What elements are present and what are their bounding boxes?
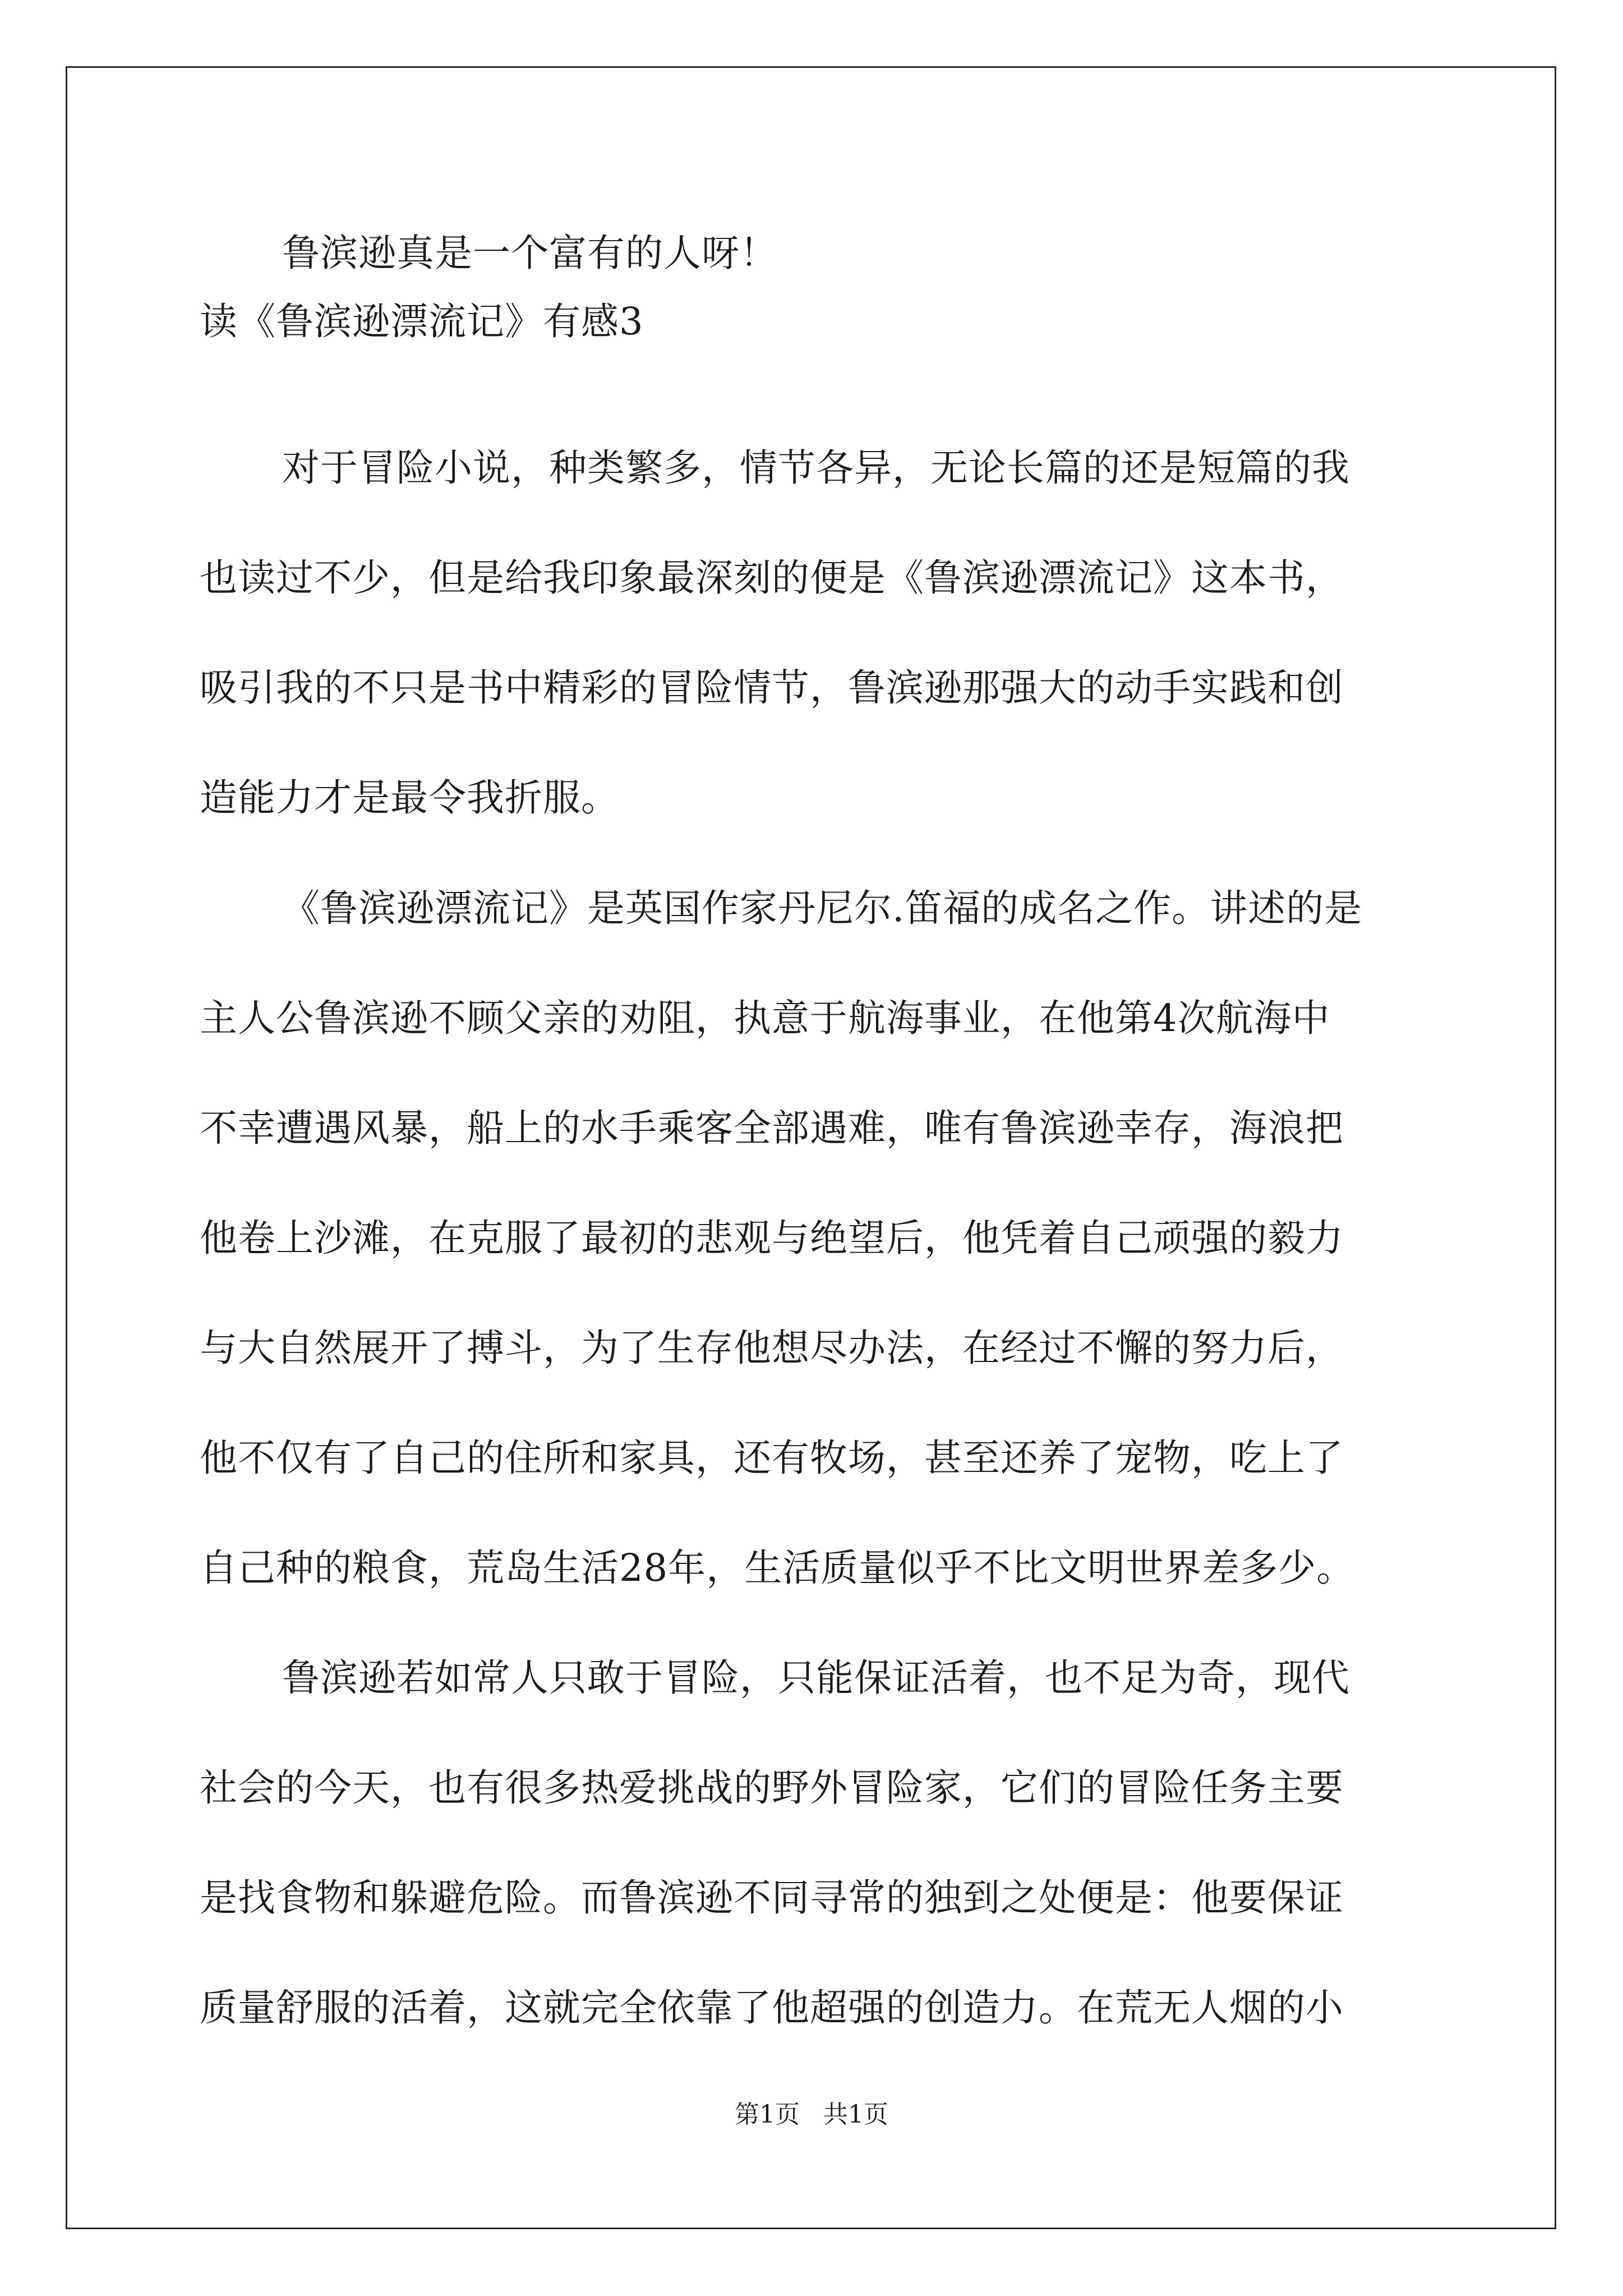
text-line: 鲁滨逊若如常人只敢于冒险，只能保证活着，也不足为奇，现代 (282, 1656, 1350, 1700)
text-line: 也读过不少，但是给我印象最深刻的便是《鲁滨逊漂流记》这本书， (200, 556, 1344, 600)
text-line: 主人公鲁滨逊不顾父亲的劝阻，执意于航海事业，在他第4次航海中 (200, 996, 1330, 1040)
text-line: 是找食物和躲避危险。而鲁滨逊不同寻常的独到之处便是：他要保证 (200, 1876, 1344, 1920)
text-line: 他不仅有了自己的住所和家具，还有牧场，甚至还养了宠物，吃上了 (200, 1436, 1344, 1480)
text-line: 自己种的粮食，荒岛生活28年，生活质量似乎不比文明世界差多少。 (200, 1546, 1355, 1590)
text-line: 不幸遭遇风暴，船上的水手乘客全部遇难，唯有鲁滨逊幸存，海浪把 (200, 1106, 1344, 1150)
text-line: 对于冒险小说，种类繁多，情节各异，无论长篇的还是短篇的我 (282, 446, 1350, 490)
section-heading: 读《鲁滨逊漂流记》有感3 (200, 300, 644, 343)
text-line: 《鲁滨逊漂流记》是英国作家丹尼尔.笛福的成名之作。讲述的是 (282, 886, 1363, 930)
text-line: 质量舒服的活着，这就完全依靠了他超强的创造力。在荒无人烟的小 (200, 1986, 1344, 2030)
text-line: 社会的今天，也有很多热爱挑战的野外冒险家，它们的冒险任务主要 (200, 1766, 1344, 1810)
text-line: 鲁滨逊真是一个富有的人呀！ (282, 231, 778, 275)
text-line: 与大自然展开了搏斗，为了生存他想尽办法，在经过不懈的努力后， (200, 1326, 1344, 1370)
text-line: 他卷上沙滩，在克服了最初的悲观与绝望后，他凭着自己顽强的毅力 (200, 1216, 1344, 1260)
text-line: 造能力才是最令我折服。 (200, 776, 619, 820)
text-line: 吸引我的不只是书中精彩的冒险情节，鲁滨逊那强大的动手实践和创 (200, 666, 1344, 710)
page-footer: 第1页 共1页 (735, 2100, 888, 2129)
